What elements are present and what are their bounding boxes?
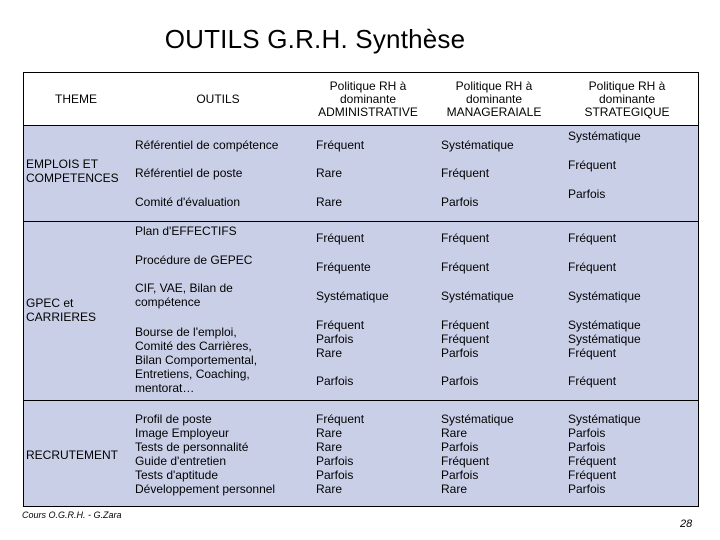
admin-cell: Fréquente [316,260,371,274]
outil-cell: CIF, VAE, Bilan de compétence [135,281,233,309]
admin-cell: Rare [316,166,343,180]
strat-cell: Systématique Systématique Fréquent Fréquent [568,318,641,388]
outil-cell: Bourse de l'emploi, Comité des Carrières, Bilan Comportemental, Entretiens, Coaching, mentorat… [135,325,258,395]
outil-cell: Comité d'évaluation [135,195,241,209]
admin-cell: Fréquent [316,138,365,152]
outil-cell: Référentiel de poste [135,166,243,180]
strat-cell: Fréquent [568,231,617,245]
strat-cell: Systématique [568,129,641,143]
manag-cell: Systématique [441,289,514,303]
footer-source: Cours O.G.R.H. - G.Zara [22,510,122,520]
strat-cell: Fréquent [568,158,617,172]
theme-recrutement: RECRUTEMENT [26,448,118,462]
manag-cell: Fréquent [441,166,490,180]
manag-cell: Systématique [441,138,514,152]
manag-cell: Parfois [441,195,479,209]
admin-cell: Rare [316,195,343,209]
section-divider [24,221,698,222]
header-outils: OUTILS [196,91,240,106]
outil-cell: Profil de poste Image Employeur Tests de personnalité Guide d'entretien Tests d'aptitude Développement personnel [135,412,276,496]
header-theme: THEME [55,91,97,106]
synthesis-table [23,72,699,507]
admin-cell: Fréquent Parfois Rare Parfois [316,318,365,388]
admin-cell: Fréquent Rare Rare Parfois Parfois Rare [316,412,365,496]
section-divider [24,400,698,401]
strat-cell: Systématique [568,289,641,303]
outil-cell: Procédure de GEPEC [135,253,253,267]
admin-cell: Fréquent [316,231,365,245]
table-header [24,73,698,126]
manag-cell: Fréquent [441,231,490,245]
theme-emplois-competences: EMPLOIS ET COMPETENCES [26,157,119,185]
page-number: 28 [680,518,693,530]
strat-cell: Fréquent [568,260,617,274]
header-strategique: Politique RH à dominante STRATEGIQUE [584,78,670,119]
strat-cell: Systématique Parfois Parfois Fréquent Fréquent Parfois [568,412,641,496]
header-manageriale: Politique RH à dominante MANAGERAIALE [446,78,542,119]
theme-gpec-carrieres: GPEC et CARRIERES [26,296,97,324]
admin-cell: Systématique [316,289,389,303]
manag-cell: Systématique Rare Parfois Fréquent Parfois Rare [441,412,514,496]
strat-cell: Parfois [568,187,606,201]
outil-cell: Plan d'EFFECTIFS [135,224,237,238]
manag-cell: Fréquent [441,260,490,274]
header-administrative: Politique RH à dominante ADMINISTRATIVE [318,78,418,119]
page-title: OUTILS G.R.H. Synthèse [164,24,466,54]
manag-cell: Fréquent Fréquent Parfois Parfois [441,318,490,388]
outil-cell: Référentiel de compétence [135,138,279,152]
